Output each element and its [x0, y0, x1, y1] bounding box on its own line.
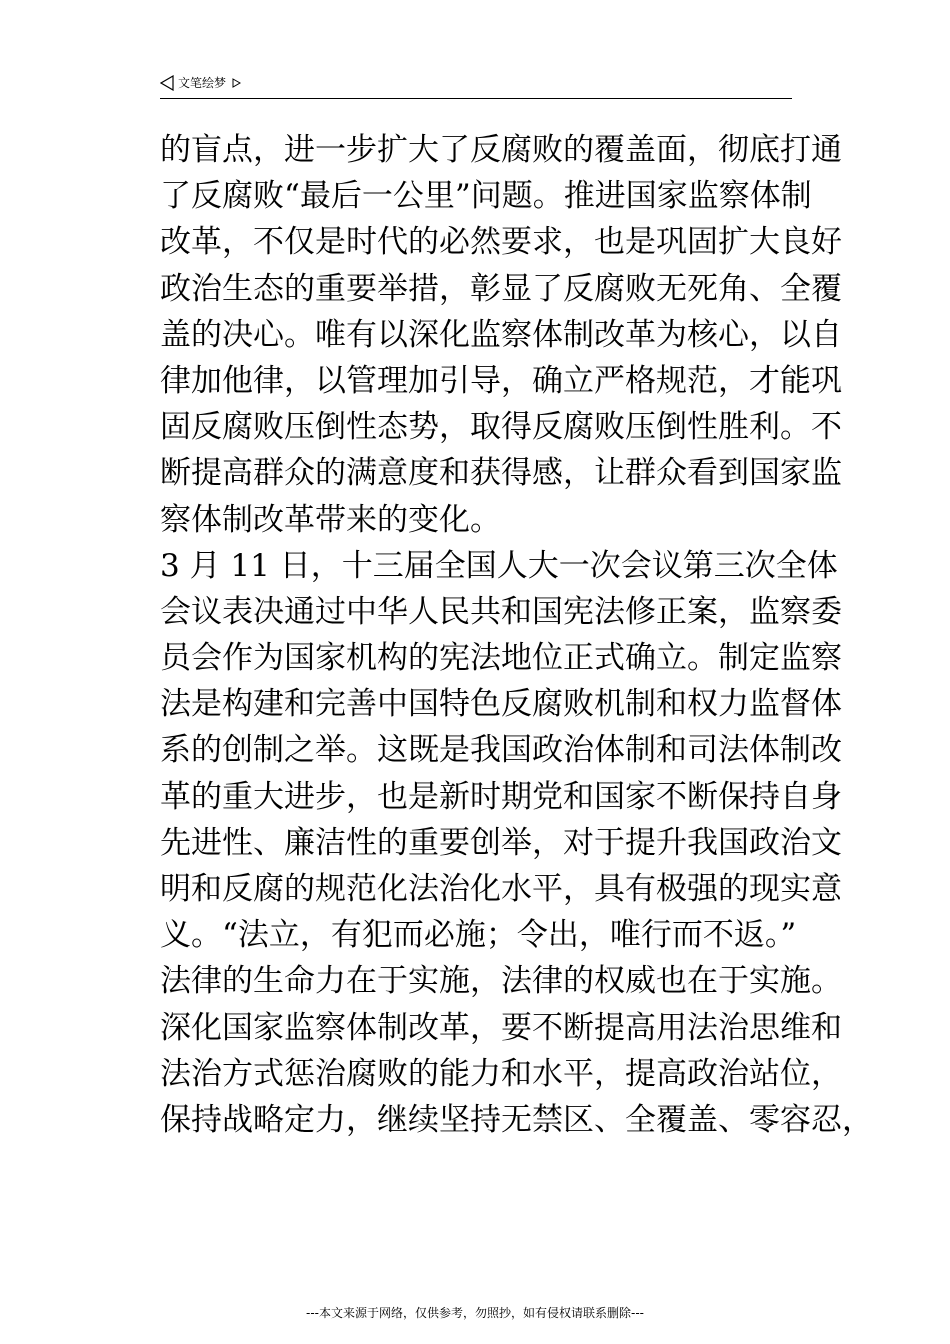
text-line: 3 月 11 日，十三届全国人大一次会议第三次全体: [160, 547, 838, 584]
text-line: 法是构建和完善中国特色反腐败机制和权力监督体: [160, 686, 842, 723]
text-line: 深化国家监察体制改革，要不断提高用法治思维和: [160, 1009, 842, 1046]
text-line: 了反腐败“最后一公里”问题。推进国家监察体制: [160, 178, 812, 215]
text-line: 员会作为国家机构的宪法地位正式确立。制定监察: [160, 640, 842, 677]
text-line: 系的创制之举。这既是我国政治体制和司法体制改: [160, 732, 842, 769]
page-header: [160, 74, 792, 99]
footer-notice: ---本文来源于网络，仅供参考，勿照抄，如有侵权请联系删除---: [306, 1306, 644, 1320]
body-text: [160, 127, 873, 1143]
text-line: 固反腐败压倒性态势，取得反腐败压倒性胜利。不: [160, 409, 842, 446]
text-line: 法律的生命力在于实施，法律的权威也在于实施。: [160, 963, 842, 1000]
text-line: 盖的决心。唯有以深化监察体制改革为核心，以自: [160, 316, 842, 353]
text-line: 的盲点，进一步扩大了反腐败的覆盖面，彻底打通: [160, 132, 842, 168]
text-line: 法治方式惩治腐败的能力和水平，提高政治站位，: [160, 1055, 842, 1092]
text-line: 会议表决通过中华人民共和国宪法修正案，监察委: [160, 593, 842, 630]
triangle-right-icon: [232, 78, 241, 88]
text-line: 改革，不仅是时代的必然要求，也是巩固扩大良好: [160, 224, 842, 261]
text-line: 政治生态的重要举措，彰显了反腐败无死角、全覆: [160, 270, 842, 307]
text-line: 律加他律，以管理加引导，确立严格规范，才能巩: [160, 362, 842, 399]
text-line: 明和反腐的规范化法治化水平，具有极强的现实意: [160, 871, 842, 907]
brand-name: 文笔绘梦: [178, 76, 227, 90]
text-line: 义。“法立，有犯而必施；令出，唯行而不返。”: [160, 917, 797, 954]
text-line: 断提高群众的满意度和获得感，让群众看到国家监: [160, 455, 842, 492]
triangle-left-icon: [160, 75, 174, 91]
document-body: [160, 127, 873, 1143]
text-line: 先进性、廉洁性的重要创举，对于提升我国政治文: [160, 824, 842, 861]
text-line: 察体制改革带来的变化。: [160, 501, 501, 538]
text-line: 保持战略定力，继续坚持无禁区、全覆盖、零容忍，: [160, 1101, 873, 1138]
header-brand: [160, 74, 241, 92]
text-line: 革的重大进步，也是新时期党和国家不断保持自身: [160, 778, 842, 815]
